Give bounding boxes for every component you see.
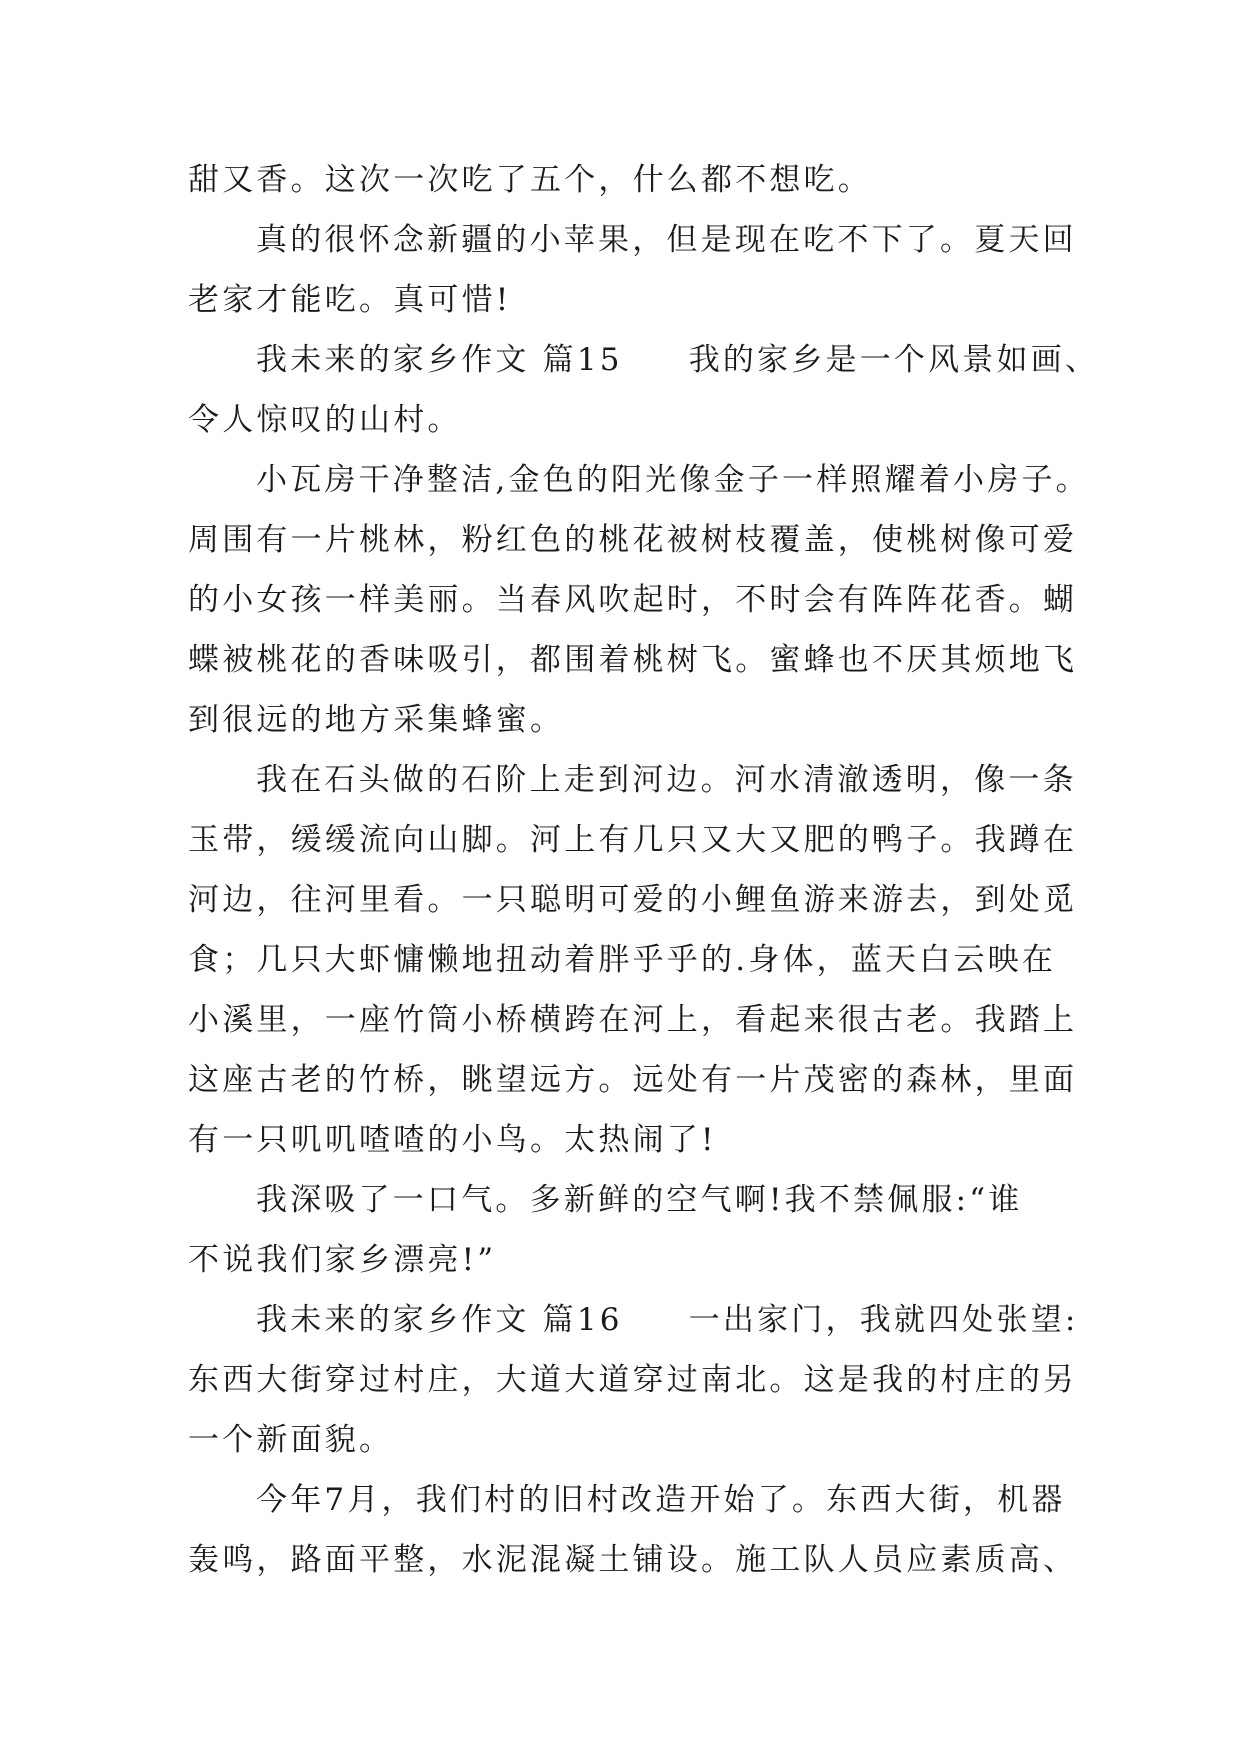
text-line-content: 这座古老的竹桥，眺望远方。远处有一片茂密的森林，里面 bbox=[188, 1062, 1078, 1098]
text-line-content: 今年7月，我们村的旧村改造开始了。东西大街，机器 bbox=[256, 1482, 1066, 1518]
text-line bbox=[188, 1530, 1078, 1590]
text-line-content: 甜又香。这次一次吃了五个，什么都不想吃。 bbox=[188, 162, 872, 198]
text-line-content: 的小女孩一样美丽。当春风吹起时，不时会有阵阵花香。蝴 bbox=[188, 582, 1078, 618]
text-line bbox=[188, 570, 1078, 630]
text-line-content: 我深吸了一口气。多新鲜的空气啊!我不禁佩服:“谁 bbox=[256, 1182, 1023, 1218]
text-line-content: 玉带，缓缓流向山脚。河上有几只又大又肥的鸭子。我蹲在 bbox=[188, 822, 1078, 858]
text-line-content: 不说我们家乡漂亮!” bbox=[188, 1242, 497, 1278]
text-line bbox=[188, 1410, 1068, 1470]
text-line bbox=[188, 1050, 1078, 1110]
text-line bbox=[188, 990, 1078, 1050]
document-body bbox=[188, 150, 1100, 1590]
text-line-content: 老家才能吃。真可惜! bbox=[188, 282, 512, 318]
text-line-content: 令人惊叹的山村。 bbox=[188, 402, 462, 438]
text-line-content: 有一只叽叽喳喳的小鸟。太热闹了! bbox=[188, 1122, 717, 1158]
text-line-content: 真的很怀念新疆的小苹果，但是现在吃不下了。夏天回 bbox=[256, 222, 1077, 258]
text-line bbox=[188, 510, 1078, 570]
text-line bbox=[188, 210, 1077, 270]
text-line bbox=[188, 1350, 1078, 1410]
text-line bbox=[188, 1170, 1068, 1230]
text-line-content: 到很远的地方采集蜂蜜。 bbox=[188, 702, 565, 738]
text-line bbox=[188, 810, 1078, 870]
section-heading: 我未来的家乡作文 篇16 bbox=[256, 1302, 623, 1338]
text-line-content: 小溪里，一座竹筒小桥横跨在河上，看起来很古老。我踏上 bbox=[188, 1002, 1078, 1038]
text-line-content: 一个新面貌。 bbox=[188, 1422, 394, 1458]
text-line bbox=[188, 750, 1077, 810]
text-line bbox=[188, 630, 1078, 690]
text-line bbox=[188, 870, 1078, 930]
text-line bbox=[188, 1230, 1068, 1290]
text-line-content: 周围有一片桃林，粉红色的桃花被树枝覆盖，使桃树像可爱 bbox=[188, 522, 1078, 558]
text-line-content: 轰鸣，路面平整，水泥混凝土铺设。施工队人员应素质高、 bbox=[188, 1542, 1078, 1578]
text-line bbox=[188, 270, 1068, 330]
text-line-content: 一出家门，我就四处张望: bbox=[688, 1302, 1079, 1338]
section-heading-line bbox=[188, 1290, 1079, 1350]
text-line bbox=[188, 930, 1068, 990]
text-line-content: 蝶被桃花的香味吸引，都围着桃树飞。蜜蜂也不厌其烦地飞 bbox=[188, 642, 1078, 678]
text-line-content: 我的家乡是一个风景如画、 bbox=[688, 342, 1100, 378]
text-line bbox=[188, 690, 1068, 750]
text-line bbox=[188, 1470, 1068, 1530]
text-line-content: 小瓦房干净整洁,金色的阳光像金子一样照耀着小房子。 bbox=[256, 462, 1090, 498]
text-line bbox=[188, 150, 1068, 210]
section-heading-line bbox=[188, 330, 1100, 390]
section-heading: 我未来的家乡作文 篇15 bbox=[256, 342, 623, 378]
text-line-content: 河边，往河里看。一只聪明可爱的小鲤鱼游来游去，到处觅 bbox=[188, 882, 1078, 918]
text-line-content: 东西大街穿过村庄，大道大道穿过南北。这是我的村庄的另 bbox=[188, 1362, 1078, 1398]
text-line-content: 我在石头做的石阶上走到河边。河水清澈透明，像一条 bbox=[256, 762, 1077, 798]
text-line-content: 食；几只大虾慵懒地扭动着胖乎乎的.身体，蓝天白云映在 bbox=[188, 942, 1057, 978]
text-line bbox=[188, 390, 1068, 450]
text-line bbox=[188, 450, 1090, 510]
text-line bbox=[188, 1110, 1068, 1170]
